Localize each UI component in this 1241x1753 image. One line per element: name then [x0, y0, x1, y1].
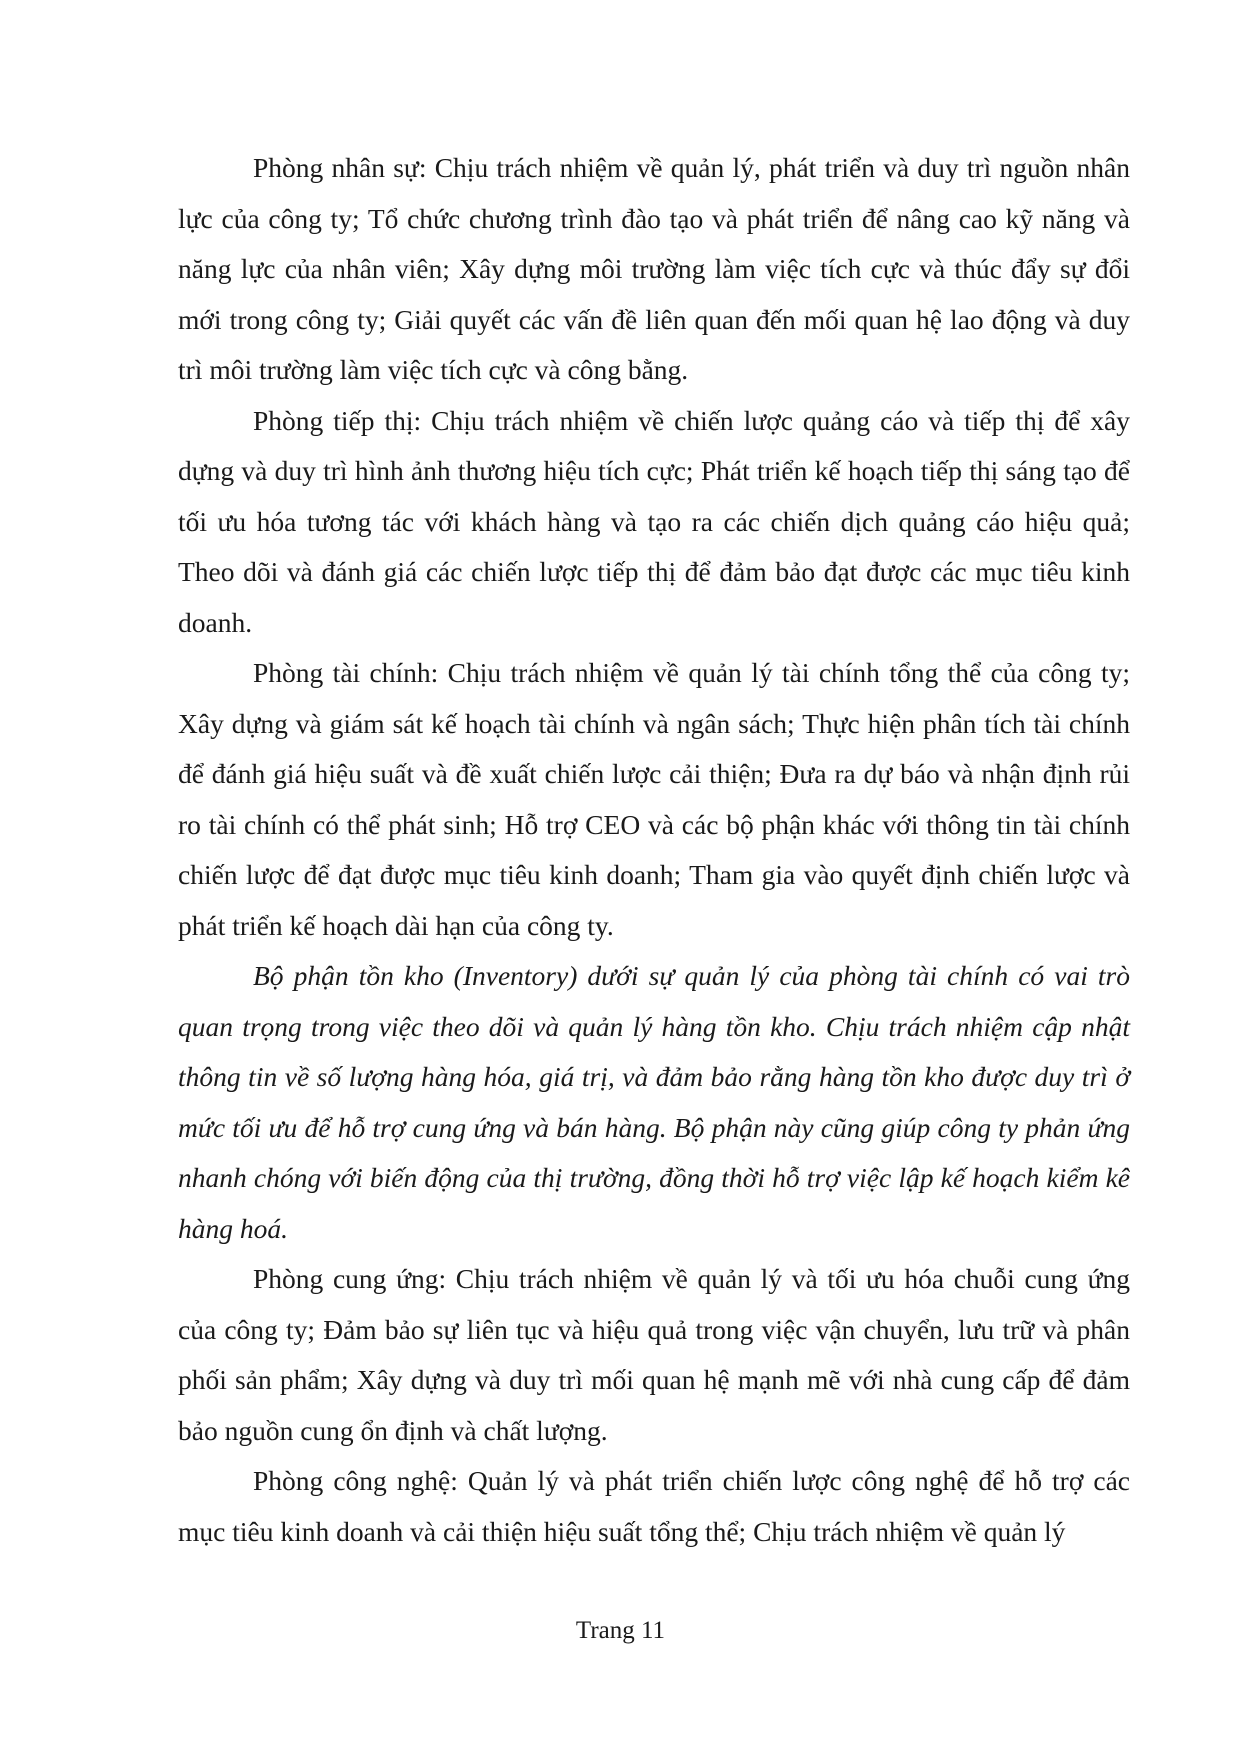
document-body [178, 143, 1130, 1557]
page-number-footer: Trang 11 [575, 1617, 666, 1644]
paragraph-phong-cong-nghe: Phòng công nghệ: Quản lý và phát triển chiến lược công nghệ để hỗ trợ các mục tiêu kinh doanh và cải thiện hiệu suất tổng thể; Chịu trách nhiệm về quản lý [178, 1465, 1130, 1547]
paragraph-bo-phan-ton-kho: Bộ phận tồn kho (Inventory) dưới sự quản lý của phòng tài chính có vai trò quan trọng trong việc theo dõi và quản lý hàng tồn kho. Chịu trách nhiệm cập nhật thông tin về số lượng hàng hóa, giá trị, và đảm bảo rằng hàng tồn kho được duy trì ở mức tối ưu để hỗ trợ cung ứng và bán hàng. Bộ phận này cũng giúp công ty phản ứng nhanh chóng với biến động của thị trường, đồng thời hỗ trợ việc lập kế hoạch kiểm kê hàng hoá. [178, 960, 1130, 1244]
paragraph-phong-tai-chinh: Phòng tài chính: Chịu trách nhiệm về quản lý tài chính tổng thể của công ty; Xây dựng và giám sát kế hoạch tài chính và ngân sách; Thực hiện phân tích tài chính để đánh giá hiệu suất và đề xuất chiến lược cải thiện; Đưa ra dự báo và nhận định rủi ro tài chính có thể phát sinh; Hỗ trợ CEO và các bộ phận khác với thông tin tài chính chiến lược để đạt được mục tiêu kinh doanh; Tham gia vào quyết định chiến lược và phát triển kế hoạch dài hạn của công ty. [178, 657, 1130, 941]
paragraph-phong-nhan-su: Phòng nhân sự: Chịu trách nhiệm về quản lý, phát triển và duy trì nguồn nhân lực của công ty; Tổ chức chương trình đào tạo và phát triển để nâng cao kỹ năng và năng lực của nhân viên; Xây dựng môi trường làm việc tích cực và thúc đẩy sự đổi mới trong công ty; Giải quyết các vấn đề liên quan đến mối quan hệ lao động và duy trì môi trường làm việc tích cực và công bằng. [178, 152, 1130, 385]
paragraph-phong-cung-ung: Phòng cung ứng: Chịu trách nhiệm về quản lý và tối ưu hóa chuỗi cung ứng của công ty; Đảm bảo sự liên tục và hiệu quả trong việc vận chuyển, lưu trữ và phân phối sản phẩm; Xây dựng và duy trì mối quan hệ mạnh mẽ với nhà cung cấp để đảm bảo nguồn cung ổn định và chất lượng. [178, 1263, 1130, 1446]
paragraph-phong-tiep-thi: Phòng tiếp thị: Chịu trách nhiệm về chiến lược quảng cáo và tiếp thị để xây dựng và duy trì hình ảnh thương hiệu tích cực; Phát triển kế hoạch tiếp thị sáng tạo để tối ưu hóa tương tác với khách hàng và tạo ra các chiến dịch quảng cáo hiệu quả; Theo dõi và đánh giá các chiến lược tiếp thị để đảm bảo đạt được các mục tiêu kinh doanh. [178, 404, 1130, 638]
